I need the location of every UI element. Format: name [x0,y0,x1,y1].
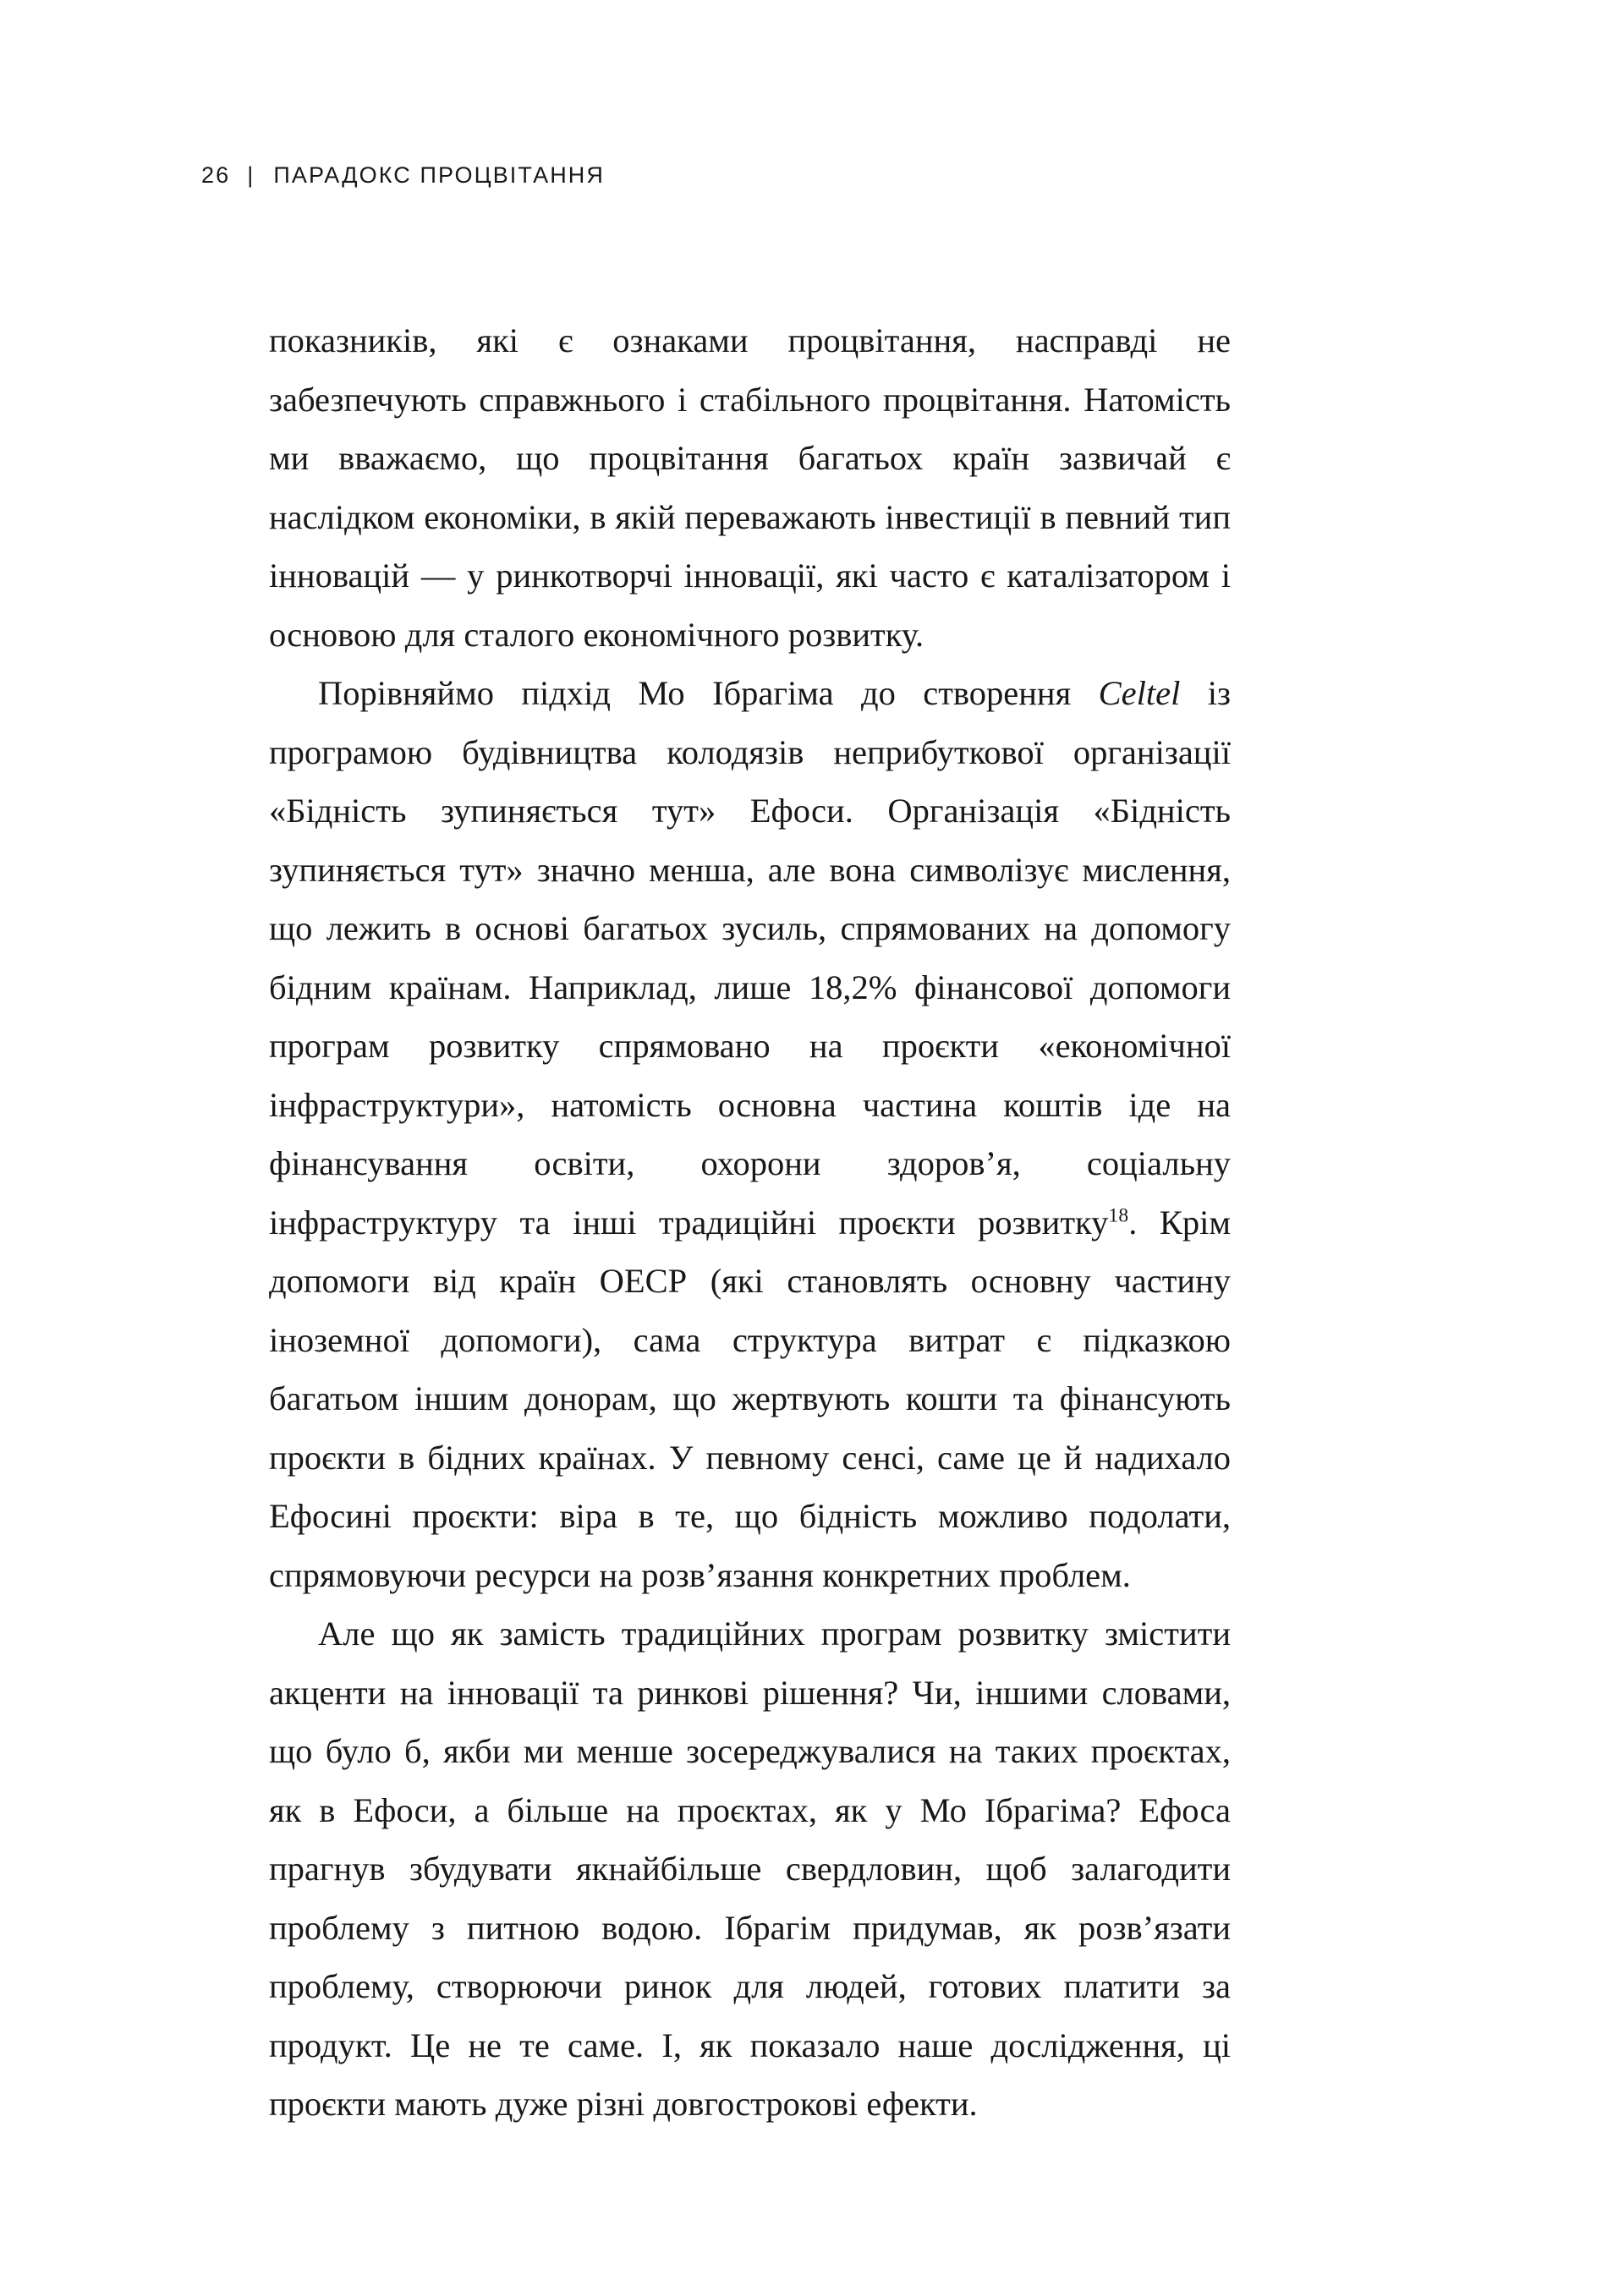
paragraph-3: Але що як замість традиційних програм розвитку змістити акценти на інновації та ринкові рішення? Чи, іншими словами, що було б, якби ми менше зосереджувалися на таких проєктах, як в Ефоси, а більше на проєктах, як у Мо Ібрагіма? Ефоса прагнув збудувати якнайбільше свердловин, щоб залагодити проблему з питною водою. Ібрагім придумав, як розв’язати проблему, створюючи ринок для людей, готових платити за продукт. Це не те саме. І, як показало наше дослідження, ці проєкти мають дуже різні довгострокові ефекти. [269,1614,1231,2123]
book-title: ПАРАДОКС ПРОЦВІТАННЯ [273,162,606,188]
page-number: 26 [201,162,231,188]
running-head-separator: | [247,162,255,188]
company-name-celtel: Celtel [1098,674,1181,712]
running-head [201,162,605,189]
paragraph-2: Порівняймо підхід Мо Ібрагіма до створення Celtel із програмою будівництва колодязів неприбуткової організації «Бідність зупиняється тут» Ефоси. Організація «Бідність зупиняється тут» значно менша, але вона символізує мислення, що лежить в основі багатьох зусиль, спрямованих на допомогу бідним країнам. Наприклад, лише 18,2% фінансової допомоги програм розвитку спрямовано на проєкти «економічної інфраструктури», натомість основна частина коштів іде на фінансування освіти, охорони здоров’я, соціальну інфраструктуру та інші традиційні проєкти розвитку$^{18}$. Крім допомоги від країн ОЕСР (які становлять основну частину іноземної допомоги), сама структура витрат є підказкою багатьом іншим донорам, що жертвують кошти та фінансують проєкти в бідних країнах. У певному сенсі, саме це й надихало Ефосині проєкти: віра в те, що бідність можливо подолати, спрямовуючи ресурси на розв’язання конкретних проблем. [269,674,1231,1594]
body-text-column [269,311,1231,2134]
paragraph-1: показників, які є ознаками процвітання, насправді не забезпечують справжнього і стабільного процвітання. Натомість ми вважаємо, що процвітання багатьох країн зазвичай є наслідком економіки, в якій переважають інвестиції в певний тип інновацій — у ринкотворчі інновації, які часто є каталізатором і основою для сталого економічного розвитку. [269,321,1231,654]
footnote-reference[interactable]: 18 [1108,1204,1129,1226]
